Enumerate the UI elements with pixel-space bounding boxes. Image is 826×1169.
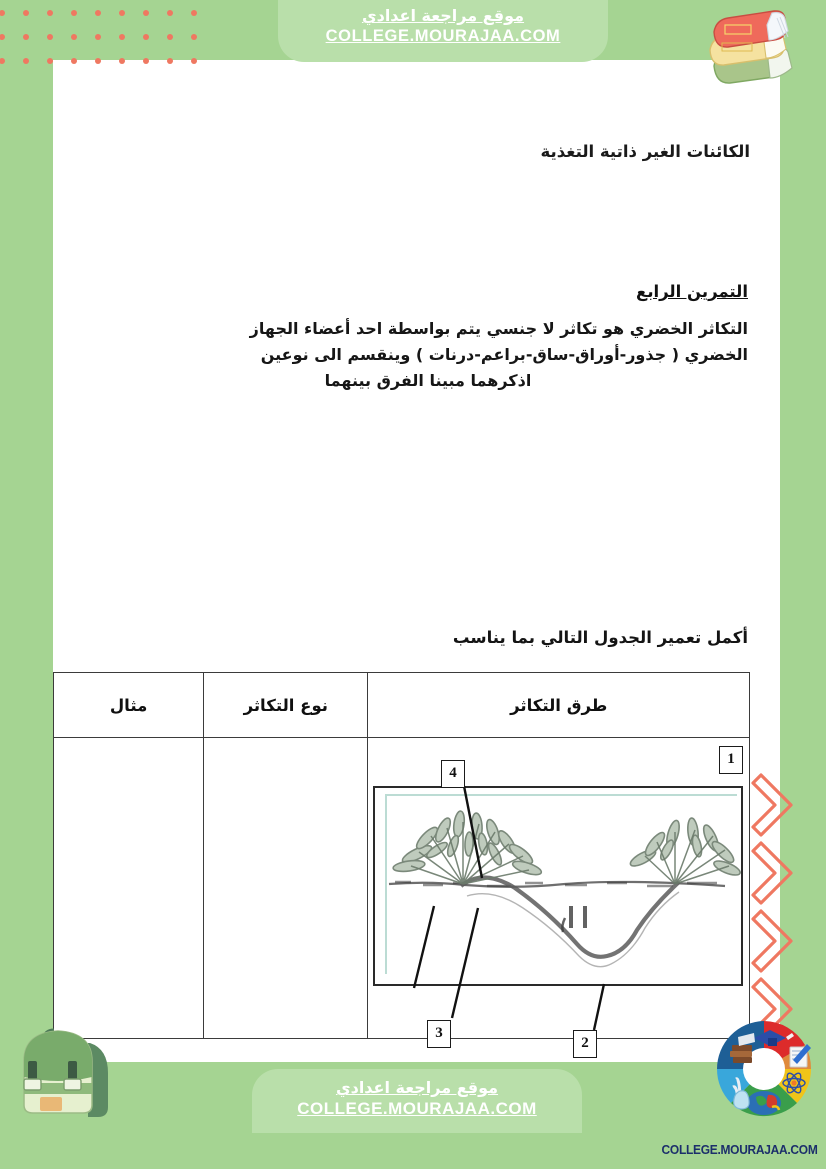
dot-icon	[71, 10, 77, 16]
left-green-band	[0, 0, 53, 1169]
plant-layering-illustration	[375, 788, 741, 984]
dot-icon	[47, 58, 53, 64]
backpack-icon	[2, 1017, 126, 1127]
dot-icon	[191, 34, 197, 40]
site-header-arabic: موقع مراجعة اعدادي	[361, 6, 525, 25]
layering-figure	[373, 786, 743, 986]
site-header-banner	[278, 0, 608, 62]
site-header-url: COLLEGE.MOURAJAA.COM	[325, 27, 561, 45]
dot-icon	[167, 10, 173, 16]
dot-icon	[71, 34, 77, 40]
cell-methods-figure[interactable]	[368, 738, 750, 1051]
stacked-books-icon	[696, 4, 816, 96]
education-circle-logo-icon	[712, 1017, 816, 1121]
dot-icon	[23, 58, 29, 64]
callout-marker-4: 4	[441, 760, 465, 788]
dot-icon	[191, 10, 197, 16]
table-row	[54, 738, 750, 1039]
site-footer-arabic: موقع مراجعة اعدادي	[335, 1078, 499, 1097]
dot-icon	[23, 10, 29, 16]
document-body	[53, 62, 780, 1062]
chevron-right-icon	[753, 911, 791, 971]
paragraph-line-2: الخضري ( جذور-أوراق-ساق-براعم-درنات ) وينقسم الى نوعين	[260, 344, 748, 364]
reproduction-table	[53, 672, 750, 1051]
chevron-right-icon	[753, 843, 791, 903]
chevron-decoration-group	[738, 770, 822, 1040]
dot-icon	[95, 34, 101, 40]
cell-type-blank[interactable]	[204, 738, 368, 1039]
callout-marker-1: 1	[719, 746, 743, 774]
dot-icon	[23, 34, 29, 40]
dot-icon	[119, 58, 125, 64]
dot-icon	[167, 58, 173, 64]
dot-icon	[119, 10, 125, 16]
dot-icon	[47, 34, 53, 40]
page-title: الكائنات الغير ذاتية التغذية	[540, 142, 750, 161]
dot-icon	[95, 58, 101, 64]
dot-icon	[95, 10, 101, 16]
table-instruction: أكمل تعمير الجدول التالي بما يناسب	[452, 628, 748, 647]
dot-icon	[143, 58, 149, 64]
cell-example-blank[interactable]	[54, 738, 204, 1039]
callout-marker-3: 3	[427, 1020, 451, 1048]
exercise-heading: التمرين الرابع	[636, 282, 748, 301]
dot-icon	[167, 34, 173, 40]
paragraph-line-1: التكاثر الخضري هو تكاثر لا جنسي يتم بواسطة احد أعضاء الجهاز	[249, 319, 748, 338]
dot-icon	[47, 10, 53, 16]
dot-icon	[119, 34, 125, 40]
column-header-example: مثال	[54, 673, 204, 738]
callout-marker-2: 2	[573, 1030, 597, 1058]
dot-icon	[143, 10, 149, 16]
dot-icon	[71, 58, 77, 64]
site-footer-url: COLLEGE.MOURAJAA.COM	[297, 1099, 537, 1118]
site-footer-banner	[252, 1069, 582, 1133]
paragraph-line-3: اذكرهما مبينا الفرق بينهما	[324, 370, 532, 390]
dot-icon	[191, 58, 197, 64]
table-header-row	[54, 673, 750, 738]
dot-grid-decoration	[6, 6, 206, 156]
chevron-right-icon	[753, 775, 791, 835]
exercise-paragraph	[148, 316, 748, 394]
column-header-type: نوع التكاثر	[204, 673, 368, 738]
dot-icon	[143, 34, 149, 40]
corner-watermark: COLLEGE.MOURAJAA.COM	[662, 1142, 818, 1157]
column-header-methods: طرق التكاثر	[368, 673, 750, 738]
